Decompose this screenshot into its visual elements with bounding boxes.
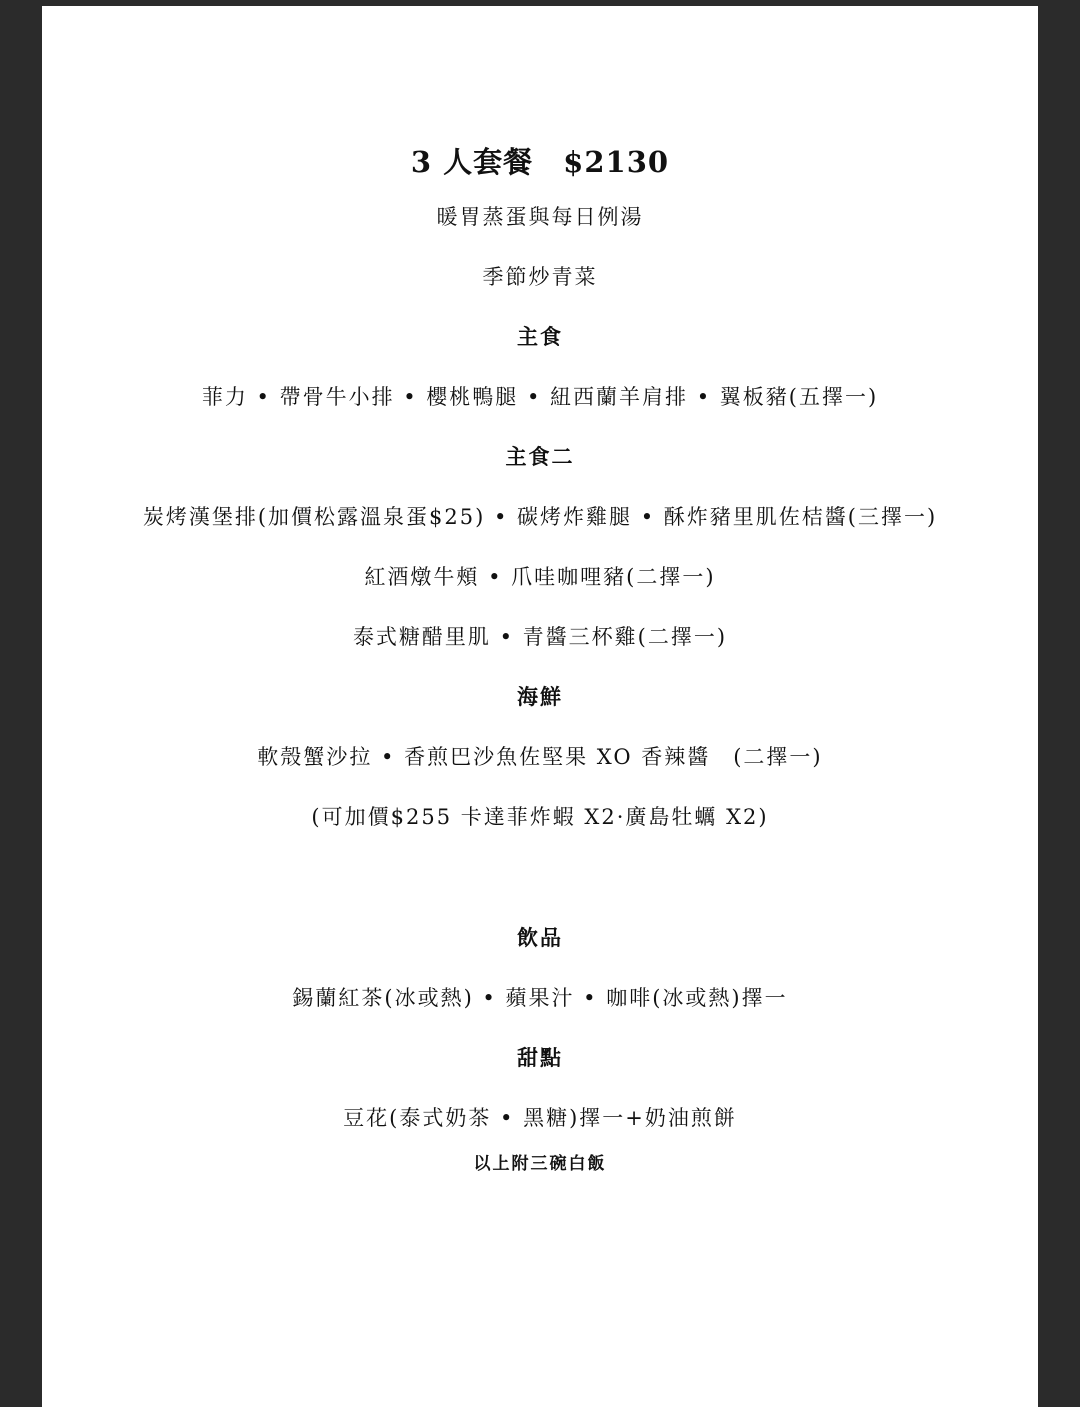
menu-item-seafood-addon: (可加價$255 卡達菲炸蝦 X2·廣島牡蠣 X2) (311, 805, 769, 829)
menu-item-vegetables: 季節炒青菜 (482, 265, 598, 289)
menu-page (42, 6, 1038, 1407)
menu-item-main-two-choices: 炭烤漢堡排(加價松露溫泉蛋$25) • 碳烤炸雞腿 • 酥炸豬里肌佐桔醬(三擇一) (142, 505, 938, 529)
menu-item-beef-pork-choice: 紅酒燉牛頰 • 爪哇咖哩豬(二擇一) (364, 565, 716, 589)
section-heading-main-two: 主食二 (505, 444, 575, 469)
section-heading-seafood: 海鮮 (517, 684, 563, 709)
section-heading-dessert: 甜點 (517, 1045, 563, 1070)
section-heading-drinks: 飲品 (517, 925, 563, 950)
menu-item-egg-soup: 暖胃蒸蛋與每日例湯 (436, 205, 644, 229)
menu-item-main-choices: 菲力 • 帶骨牛小排 • 櫻桃鴨腿 • 紐西蘭羊肩排 • 翼板豬(五擇一) (201, 385, 879, 409)
menu-item-dessert-choices: 豆花(泰式奶茶 • 黑糖)擇一+奶油煎餅 (343, 1106, 737, 1130)
menu-item-seafood-choices: 軟殼蟹沙拉 • 香煎巴沙魚佐堅果 XO 香辣醬 (二擇一) (257, 745, 823, 769)
menu-title: 3 人套餐 $2130 (410, 145, 670, 179)
menu-item-pork-chicken-choice: 泰式糖醋里肌 • 青醬三杯雞(二擇一) (352, 625, 728, 649)
menu-footnote-rice: 以上附三碗白飯 (473, 1154, 607, 1174)
section-heading-main: 主食 (517, 324, 563, 349)
menu-item-drink-choices: 錫蘭紅茶(冰或熱) • 蘋果汁 • 咖啡(冰或熱)擇一 (292, 986, 788, 1010)
